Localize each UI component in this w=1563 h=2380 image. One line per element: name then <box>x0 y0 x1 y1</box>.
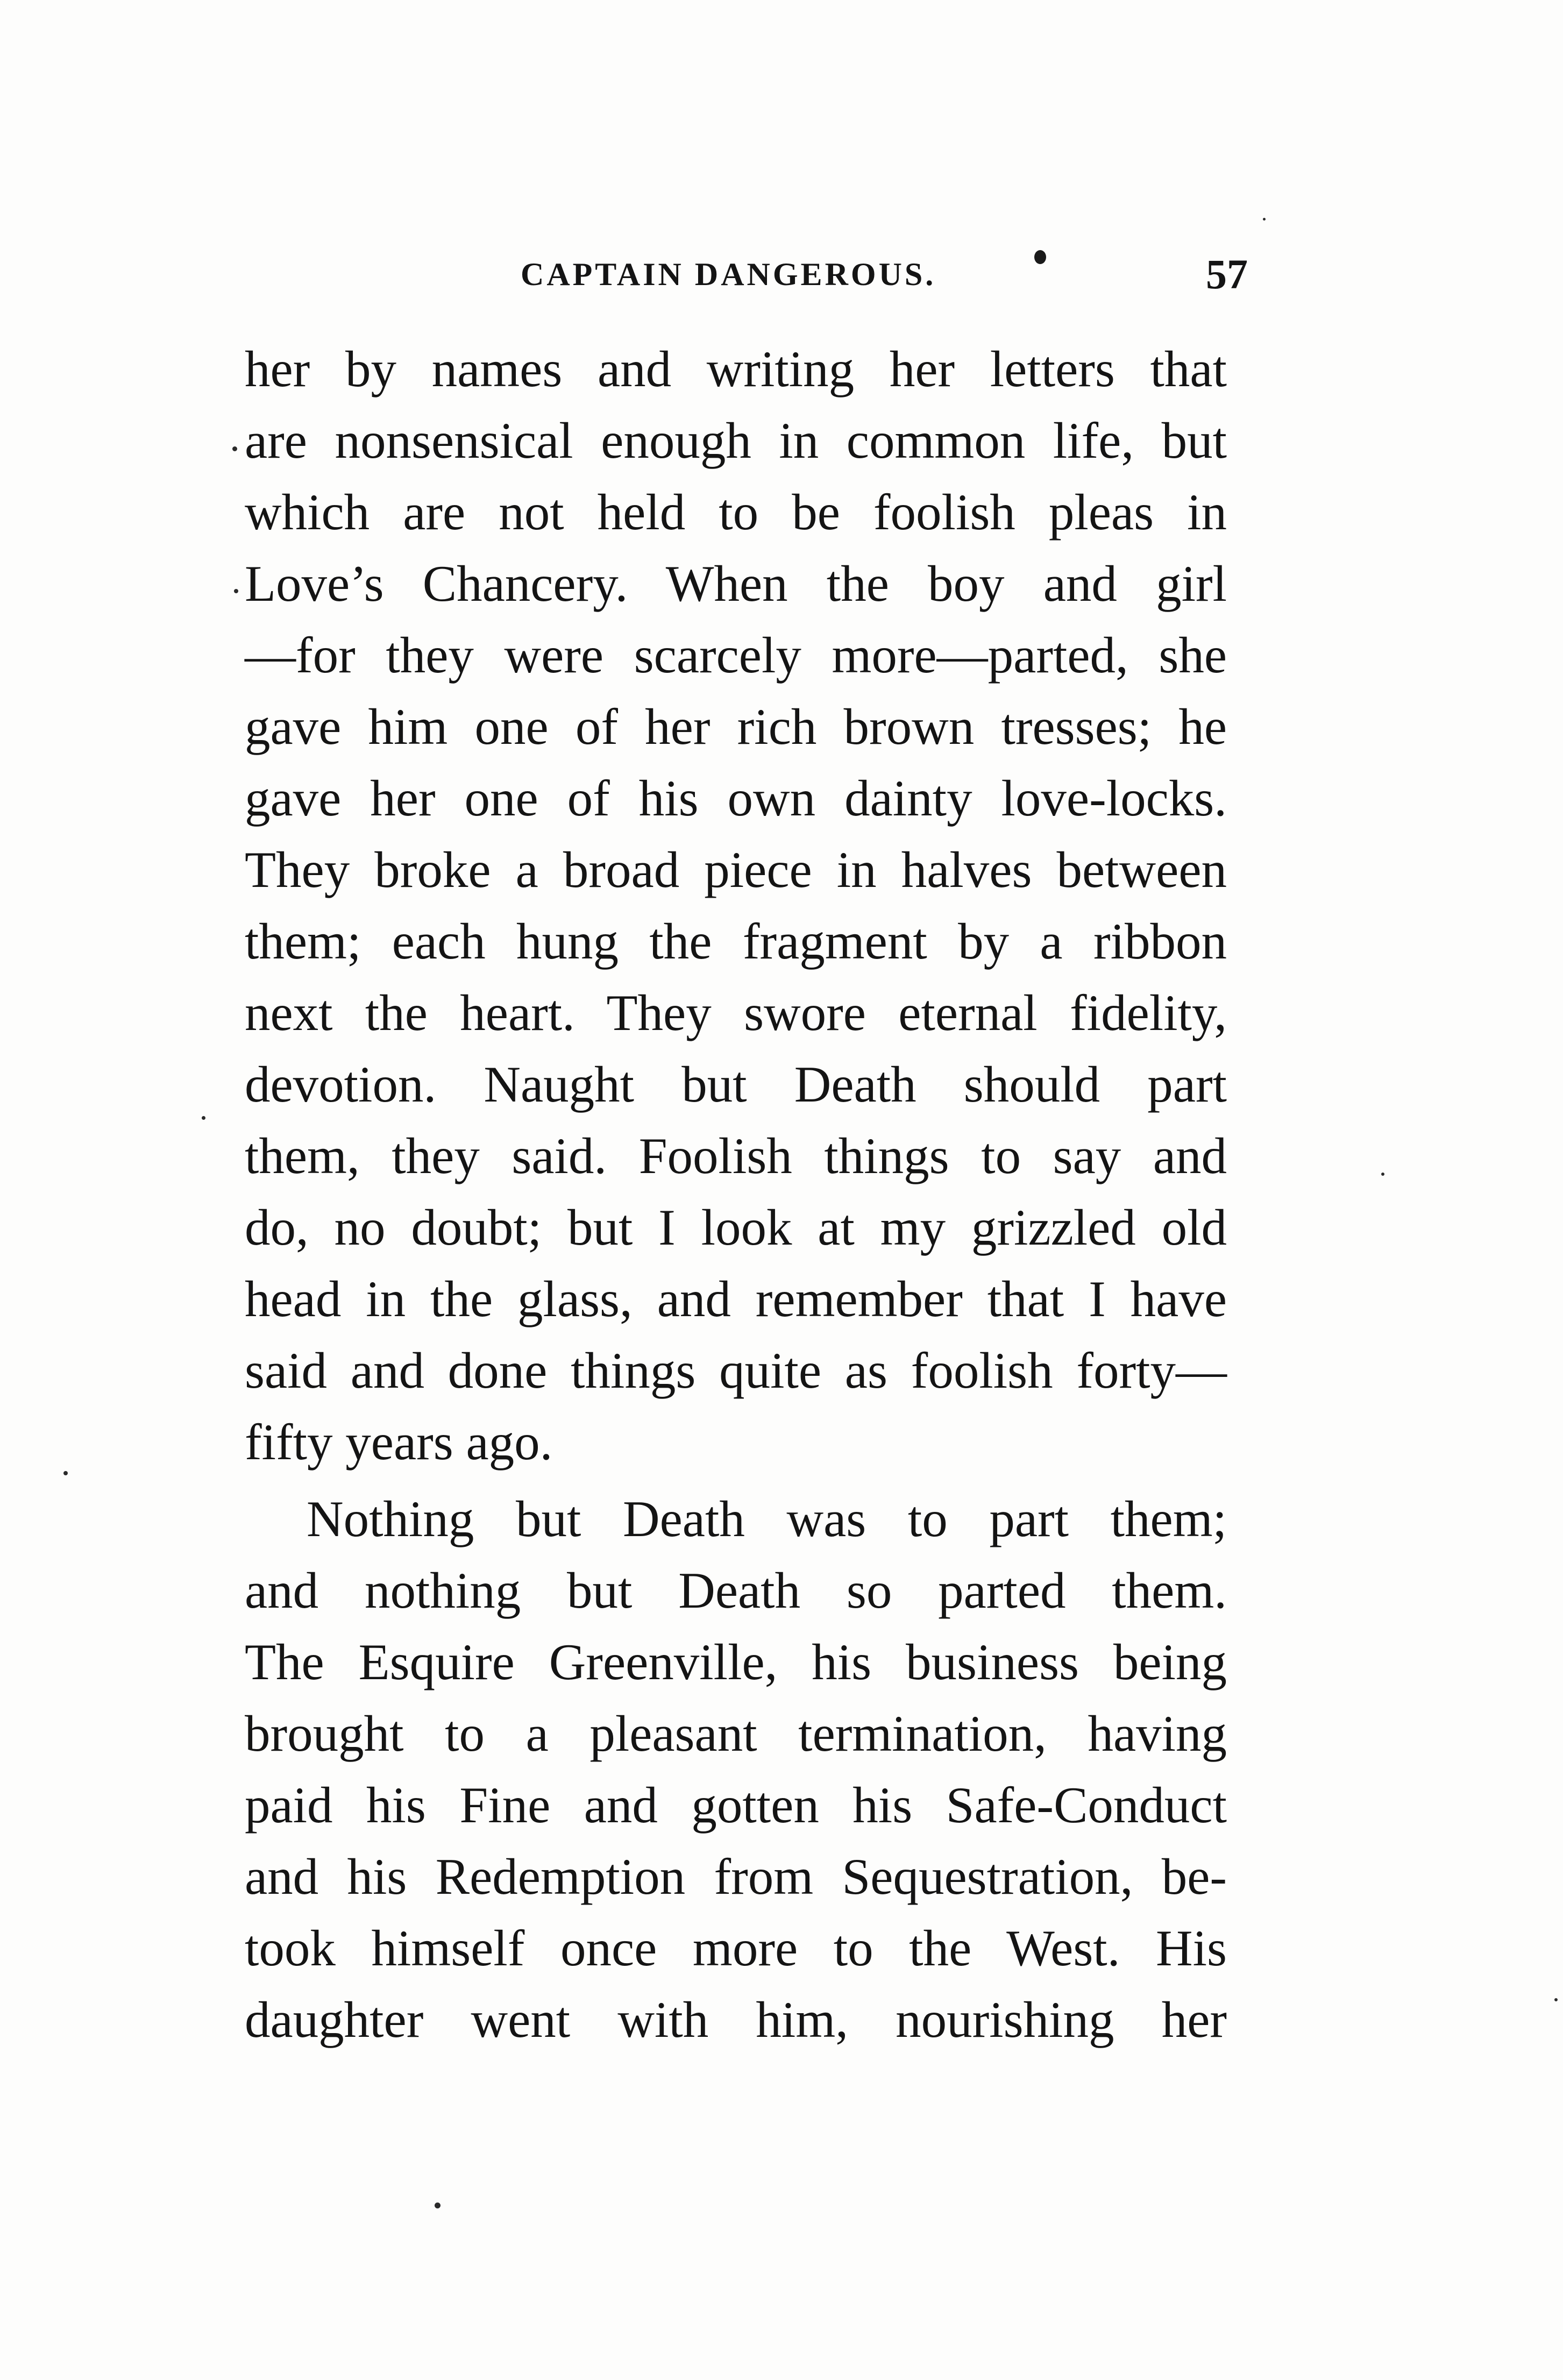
text-line: gave her one of his own dainty love-locks. <box>245 770 1227 827</box>
text-line: them; each hung the fragment by a ribbon <box>245 913 1227 970</box>
text-line: next the heart. They swore eternal fidelity, <box>245 984 1227 1041</box>
text-line: devotion. Naught but Death should part <box>245 1056 1227 1113</box>
scan-speck <box>232 446 237 451</box>
text-line: The Esquire Greenville, his business being <box>245 1633 1227 1690</box>
text-line: head in the glass, and remember that I have <box>245 1270 1227 1327</box>
text-line: them, they said. Foolish things to say and <box>245 1127 1227 1184</box>
text-line: —for they were scarcely more—parted, she <box>245 627 1227 684</box>
text-line: are nonsensical enough in common life, but <box>245 412 1227 469</box>
scan-speck <box>1381 1173 1384 1176</box>
text-line: said and done things quite as foolish forty— <box>245 1342 1227 1399</box>
scan-speck <box>1554 1998 1558 2001</box>
scan-speck <box>202 1116 205 1120</box>
running-title: CAPTAIN DANGEROUS. <box>521 257 936 292</box>
scan-speck <box>234 589 238 593</box>
scan-speck <box>63 1471 68 1475</box>
paragraph-1 <box>245 333 1227 1478</box>
text-line: Love’s Chancery. When the boy and girl <box>245 555 1227 612</box>
body-text <box>245 333 1227 2056</box>
text-line: fifty years ago. <box>245 1413 553 1470</box>
text-line: They broke a broad piece in halves between <box>245 841 1227 898</box>
ornament-dot <box>1034 250 1046 264</box>
scan-speck <box>1263 218 1266 221</box>
text-line: paid his Fine and gotten his Safe-Conduct <box>245 1777 1227 1834</box>
text-line: daughter went with him, nourishing her <box>245 1991 1227 2048</box>
text-line: brought to a pleasant termination, having <box>245 1705 1227 1762</box>
text-line: gave him one of her rich brown tresses; he <box>245 698 1227 755</box>
text-line: and nothing but Death so parted them. <box>245 1562 1227 1619</box>
scan-speck <box>435 2203 441 2208</box>
running-head <box>521 245 1248 304</box>
text-line: do, no doubt; but I look at my grizzled old <box>245 1199 1227 1256</box>
paragraph-gap <box>245 1478 1227 1483</box>
text-line: took himself once more to the West. His <box>245 1920 1227 1977</box>
text-line: her by names and writing her letters that <box>245 340 1227 397</box>
text-line: and his Redemption from Sequestration, be- <box>245 1848 1227 1905</box>
page-number: 57 <box>1206 251 1248 297</box>
paragraph-2 <box>245 1483 1227 2056</box>
text-line: which are not held to be foolish pleas in <box>245 484 1227 541</box>
text-line: Nothing but Death was to part them; <box>307 1490 1227 1547</box>
